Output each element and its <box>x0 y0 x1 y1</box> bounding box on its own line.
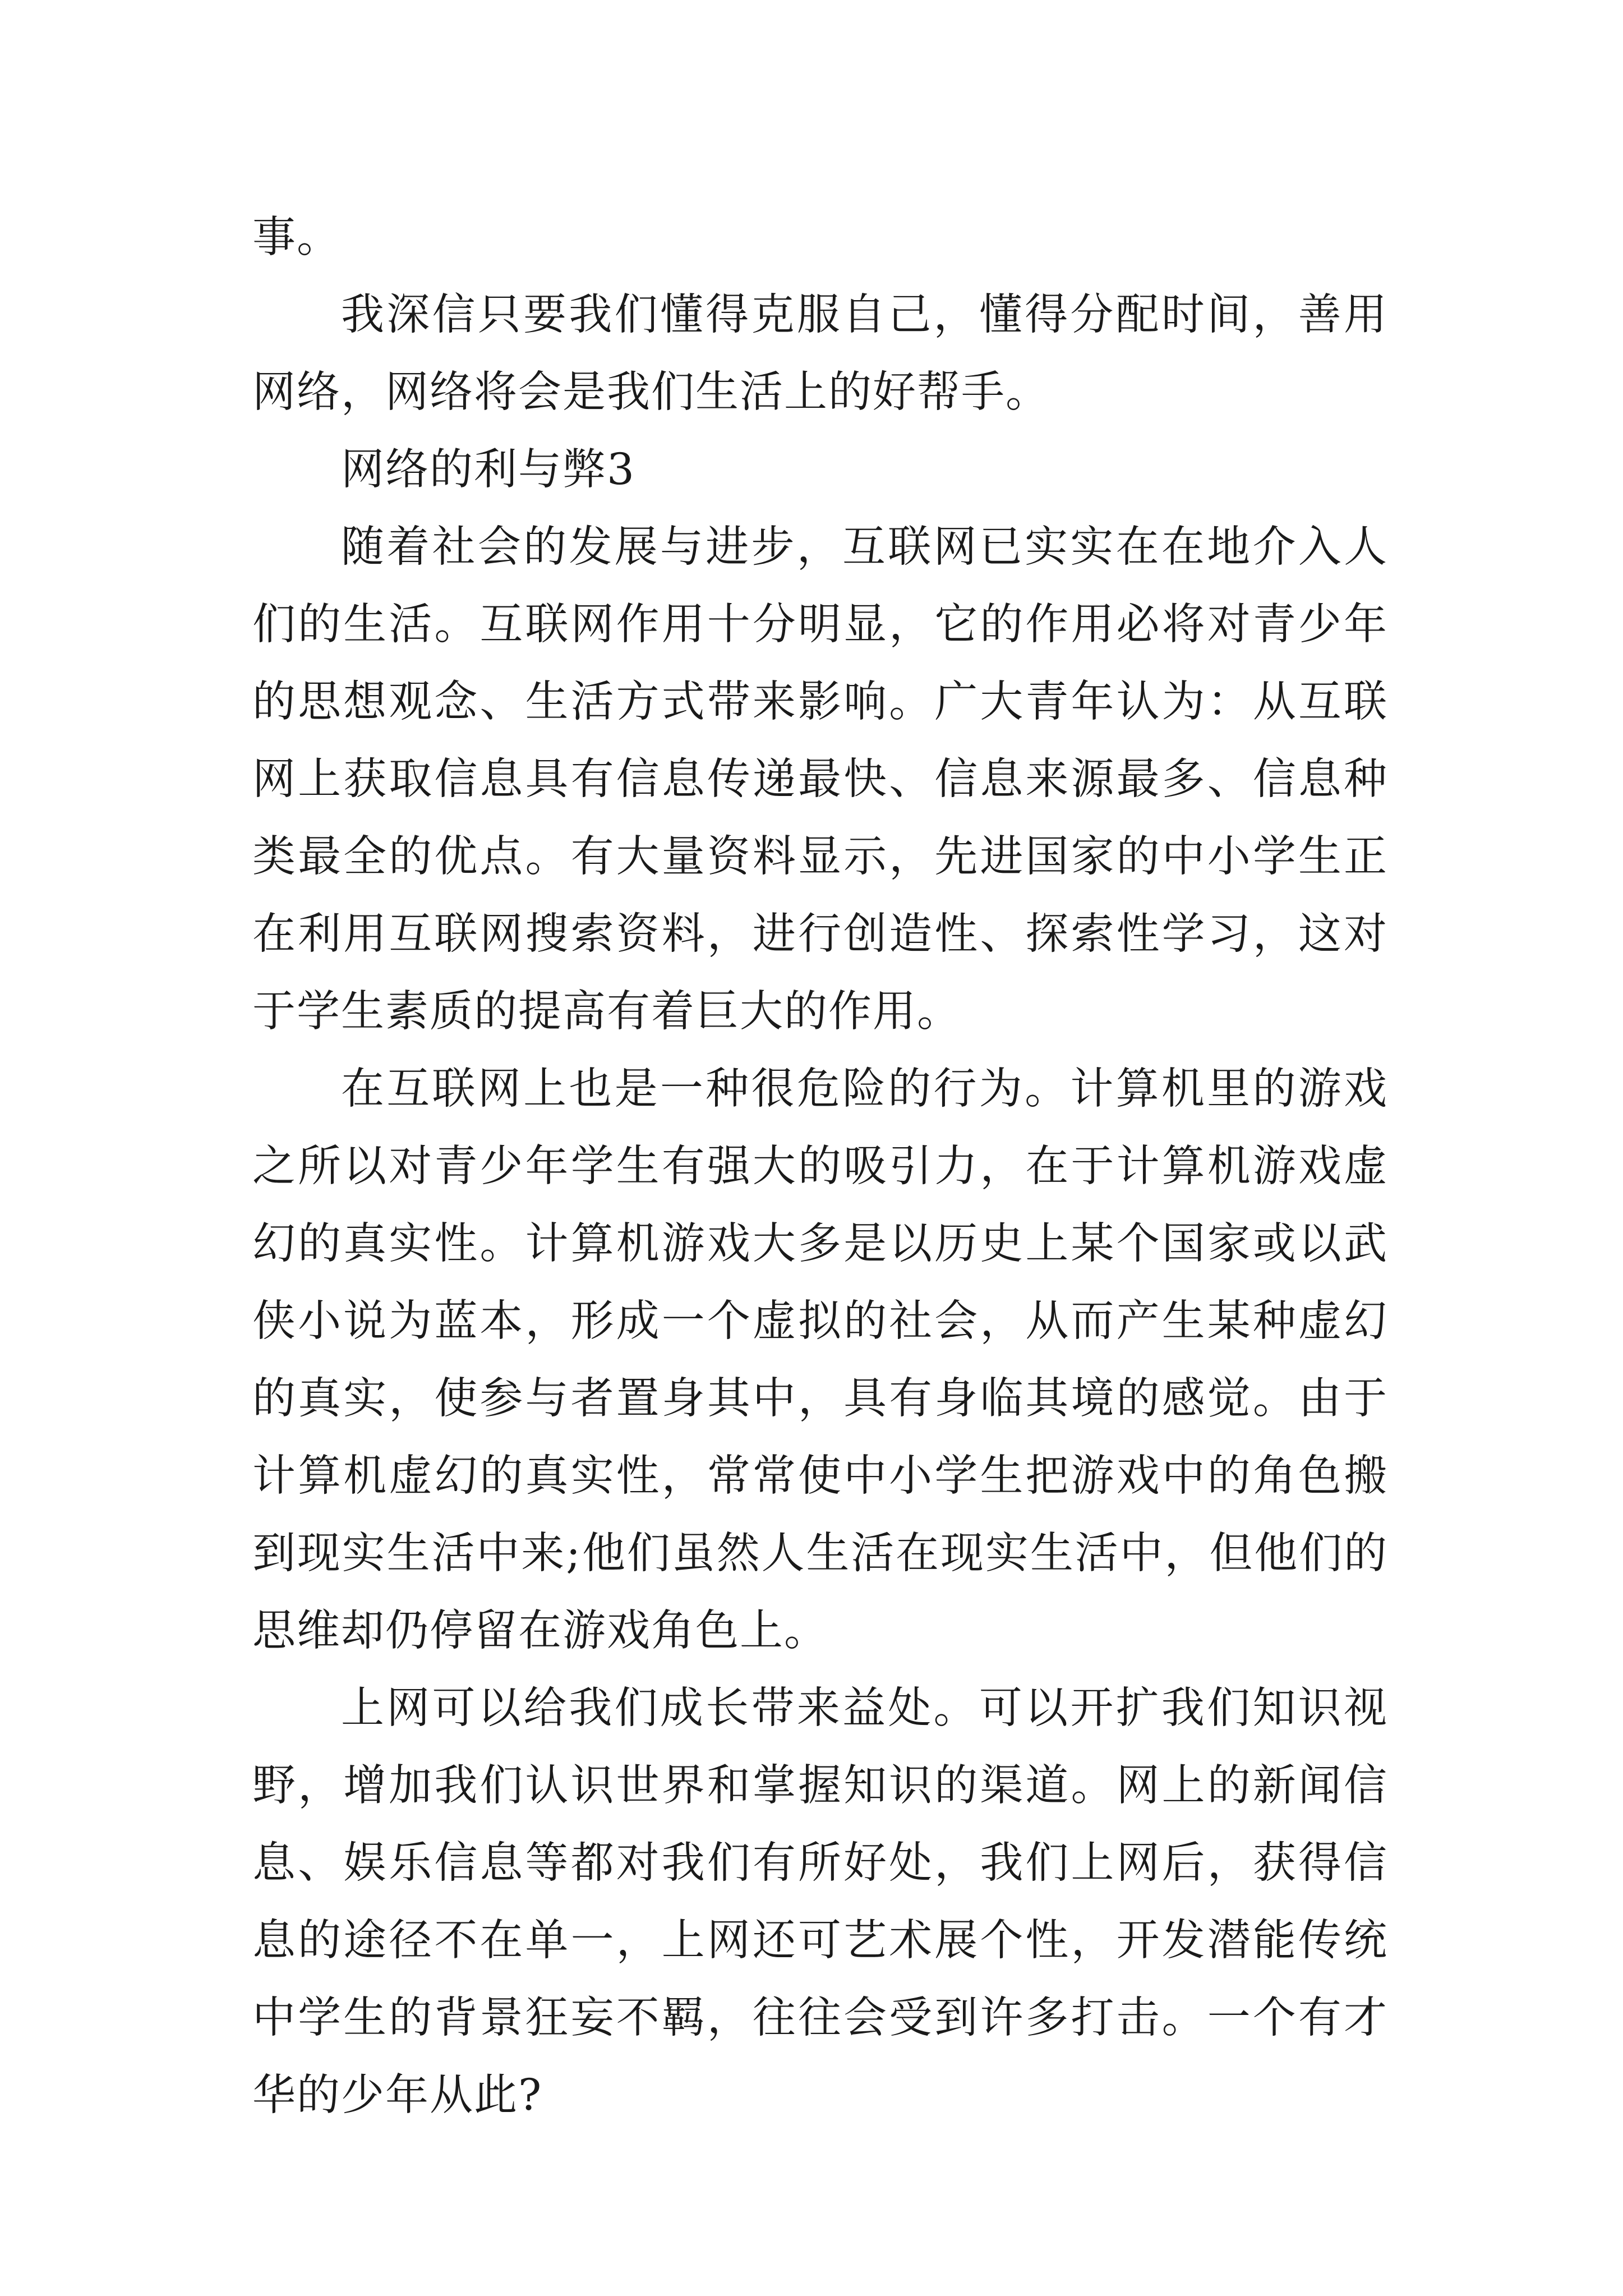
paragraph-internet-benefits: 随着社会的发展与进步，互联网已实实在在地介入人们的生活。互联网作用十分明显，它的作用必将对青少年的思想观念、生活方式带来影响。广大青年认为：从互联网上获取信息具有信息传递最快、信息来源最多、信息种类最全的优点。有大量资料显示，先进国家的中小学生正在利用互联网搜索资料，进行创造性、探索性学习，这对于学生素质的提高有着巨大的作用。 <box>252 522 1388 1037</box>
paragraph-game-dangers: 在互联网上也是一种很危险的行为。计算机里的游戏之所以对青少年学生有强大的吸引力，在于计算机游戏虚幻的真实性。计算机游戏大多是以历史上某个国家或以武侠小说为蓝本，形成一个虚拟的社会，从而产生某种虚幻的真实，使参与者置身其中，具有身临其境的感觉。由于计算机虚幻的真实性，常常使中小学生把游戏中的角色搬到现实生活中来;他们虽然人生活在现实生活中，但他们的思维却仍停留在游戏角色上。 <box>252 1064 1388 1656</box>
paragraph-growth-benefits: 上网可以给我们成长带来益处。可以开扩我们知识视野，增加我们认识世界和掌握知识的渠道。网上的新闻信息、娱乐信息等都对我们有所好处，我们上网后，获得信息的途径不在单一，上网还可艺术展个性，开发潜能传统中学生的背景狂妄不羁，往往会受到许多打击。一个有才华的少年从此? <box>252 1683 1388 2120</box>
section-heading: 网络的利与弊3 <box>341 445 635 495</box>
paragraph-continuation: 事。 <box>252 213 341 263</box>
paragraph-conclusion: 我深信只要我们懂得克服自己，懂得分配时间，善用网络，网络将会是我们生活上的好帮手。 <box>252 290 1388 417</box>
body-text <box>252 199 1388 2134</box>
